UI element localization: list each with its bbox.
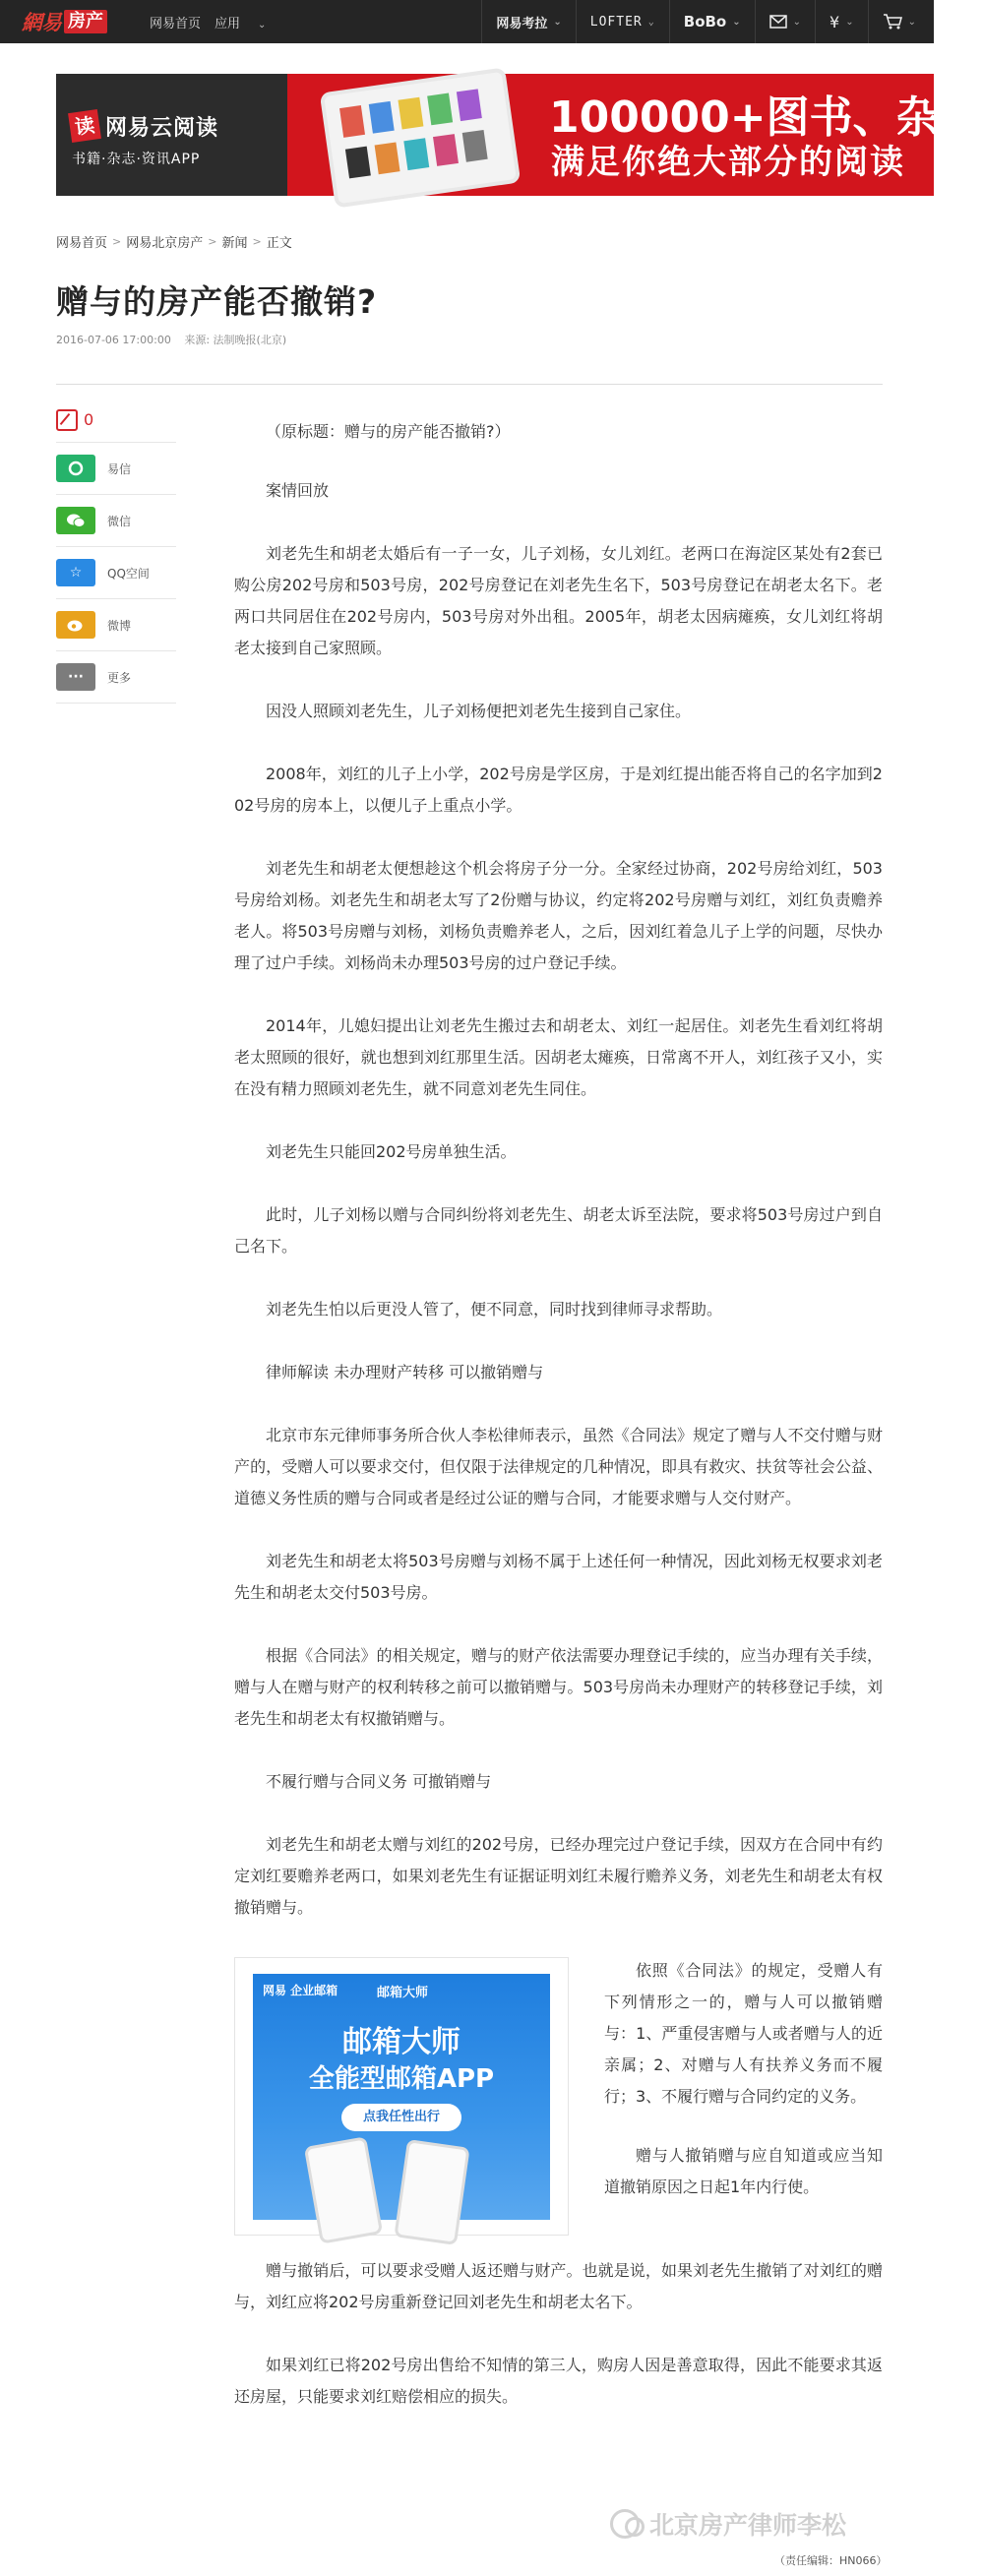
mail-menu[interactable] <box>755 0 815 43</box>
article-paragraph: 刘老先生和胡老太便想趁这个机会将房子分一分。全家经过协商，202号房给刘红，503号房给刘杨。刘老先生和胡老太写了2份赠与协议，约定将202号房赠与刘红，刘红负责赡养老人。将503号房赠与刘杨，刘杨负责赡养老人，之后，因刘红着急儿子上学的问题，尽快办理了过户手续。刘杨尚未办理503号房的过户登记手续。 <box>234 859 883 972</box>
nav-netease-home-link[interactable]: 网易首页 <box>150 16 202 31</box>
nav-kaola-link[interactable] <box>481 0 575 43</box>
yixin-icon <box>56 455 95 482</box>
nav-apps-label: 应用 <box>215 16 241 31</box>
article-paragraph: 刘老先生和胡老太将503号房赠与刘杨不属于上述任何一种情况，因此刘杨无权要求刘老先生和胡老太交付503号房。 <box>234 1552 883 1602</box>
phone-illustration <box>394 2139 469 2245</box>
article-paragraph: 北京市东元律师事务所合伙人李松律师表示，虽然《合同法》规定了赠与人不交付赠与财产的，受赠人可以要求交付，但仅限于法律规定的几种情况，即具有救灾、扶贫等社会公益、道德义务性质的赠与合同或者是经过公证的赠与合同，才能要求赠与人交付财产。 <box>234 1426 883 1507</box>
ad-headline-1: 邮箱大师 <box>342 2025 461 2059</box>
article-title: 赠与的房产能否撤销? <box>56 282 378 321</box>
breadcrumb-beijing-house[interactable]: 网易北京房产 <box>126 236 204 251</box>
nav-bobo-link[interactable] <box>669 0 755 43</box>
banner-brand-panel <box>56 74 287 196</box>
breadcrumb-separator: > <box>208 235 217 248</box>
share-wechat-button[interactable] <box>56 495 176 547</box>
chevron-down-icon: ⌄ <box>553 16 562 28</box>
yen-icon: ¥ <box>829 12 840 31</box>
article-paragraph: 因没人照顾刘老先生，儿子刘杨便把刘老先生接到自己家住。 <box>266 702 692 720</box>
ad-cta-button[interactable]: 点我任性出行 <box>341 2104 461 2131</box>
article-paragraph: 依照《合同法》的规定，受赠人有下列情形之一的，赠与人可以撤销赠与：1、严重侵害赠与人或者赠与人的近亲属；2、对赠与人有扶养义务而不履行；3、不履行赠与合同约定的义务。 <box>604 1961 883 2106</box>
banner-headline-1: 100000+图书、杂志 <box>549 92 983 143</box>
watermark-text: 北京房产律师李松 <box>649 2511 847 2540</box>
banner-title: 网易云阅读 <box>105 116 219 141</box>
more-icon: ··· <box>56 663 95 691</box>
banner-headline-2: 满足你绝大部分的阅读 <box>551 143 905 182</box>
chevron-down-icon: ⌄ <box>907 16 916 28</box>
share-label: 微信 <box>107 514 132 528</box>
logo-house-text: 房产 <box>64 10 107 33</box>
top-nav-left <box>150 0 293 43</box>
article-body <box>234 416 883 2444</box>
article-paragraph: 2008年，刘红的儿子上小学，202号房是学区房，于是刘红提出能否将自己的名字加到202号房的房本上，以便儿子上重点小学。 <box>234 765 883 815</box>
nav-apps-menu[interactable] <box>215 13 279 31</box>
top-navigation-bar <box>0 0 934 43</box>
share-more-button[interactable] <box>56 651 176 704</box>
share-label: QQ空间 <box>107 566 150 581</box>
banner-promo-panel <box>287 74 983 196</box>
nav-lofter-label: LOFTER <box>589 14 643 30</box>
comment-edit-icon <box>56 409 78 431</box>
nav-bobo-label: BoBo <box>683 13 727 31</box>
article-paragraph: 2014年，儿媳妇提出让刘老先生搬过去和胡老太、刘红一起居住。刘老先生看刘红将胡老太照顾的很好，就也想到刘红那里生活。因胡老太瘫痪，日常离不开人，刘红孩子又小，实在没有精力照顾刘老先生，就不同意刘老先生同住。 <box>234 1016 883 1098</box>
share-weibo-button[interactable] <box>56 599 176 651</box>
article-section-heading: 不履行赠与合同义务 可撤销赠与 <box>266 1772 492 1791</box>
chevron-down-icon: ⌄ <box>845 16 854 28</box>
banner-subtitle: 书籍·杂志·资讯APP <box>72 152 201 167</box>
finance-menu[interactable] <box>815 0 868 43</box>
article-paragraph: 刘老先生只能回202号房单独生活。 <box>266 1142 517 1161</box>
logo-netease-text: 網易 <box>22 10 61 34</box>
mail-master-ad[interactable] <box>253 1974 550 2220</box>
netease-house-logo[interactable] <box>22 9 107 34</box>
share-label: 易信 <box>107 461 132 476</box>
article-paragraph: 刘老先生和胡老太婚后有一子一女，儿子刘杨，女儿刘红。老两口在海淀区某处有2套已购公房202号房和503号房，202号房登记在刘老先生名下，503号房登记在胡老太名下。老两口共同居住在202号房内，503号房对外出租。2005年，胡老太因病瘫痪，女儿刘红将胡老太接到自己家照顾。 <box>234 544 883 657</box>
wechat-icon <box>56 507 95 534</box>
chevron-down-icon: ⌄ <box>792 16 802 28</box>
article-paragraph: 根据《合同法》的相关规定，赠与的财产依法需要办理登记手续的，应当办理有关手续，赠与人在赠与财产的权利转移之前可以撤销赠与。503号房尚未办理财产的转移登记手续，刘老先生和胡老太有权撤销赠与。 <box>234 1646 883 1728</box>
ad-brand-netease-mail: 网易 企业邮箱 <box>263 1984 338 1997</box>
share-label: 更多 <box>107 670 132 685</box>
article-paragraph: 赠与人撤销赠与应自知道或应当知道撤销原因之日起1年内行使。 <box>604 2146 883 2196</box>
tablet-illustration <box>320 67 522 208</box>
nav-kaola-label: 网易考拉 <box>496 16 548 31</box>
breadcrumb-separator: > <box>252 235 262 248</box>
mail-icon <box>769 15 787 29</box>
chevron-down-icon: ⌄ <box>732 16 741 28</box>
wechat-watermark-icon <box>610 2509 640 2539</box>
responsible-editor: （责任编辑：HN066） <box>774 2554 888 2567</box>
top-nav-right <box>481 0 934 43</box>
cart-menu[interactable] <box>868 0 934 43</box>
inline-ad-box[interactable] <box>234 1957 569 2236</box>
breadcrumb-current: 正文 <box>266 236 292 251</box>
read-app-icon: 读 <box>68 109 101 143</box>
breadcrumb-news[interactable]: 新闻 <box>221 236 248 251</box>
chevron-down-icon: ⌄ <box>258 19 267 31</box>
article-section-heading: 律师解读 未办理财产转移 可以撤销赠与 <box>266 1363 544 1381</box>
qzone-icon: ☆ <box>56 559 95 586</box>
comment-count: 0 <box>84 410 94 429</box>
article-paragraph: 赠与撤销后，可以要求受赠人返还赠与财产。也就是说，如果刘老先生撤销了对刘红的赠与，刘红应将202号房重新登记回刘老先生和胡老太名下。 <box>234 2261 883 2311</box>
article-paragraph: 刘老先生和胡老太赠与刘红的202号房，已经办理完过户登记手续，因双方在合同中有约定刘红要赡养老两口，如果刘老先生有证据证明刘红未履行赡养义务，刘老先生和胡老太有权撤销赠与。 <box>234 1835 883 1917</box>
article-time: 2016-07-06 17:00:00 <box>56 334 171 346</box>
cart-icon <box>883 14 902 30</box>
article-paragraph: 如果刘红已将202号房出售给不知情的第三人，购房人因是善意取得，因此不能要求其返还房屋，只能要求刘红赔偿相应的损失。 <box>234 2356 883 2406</box>
share-yixin-button[interactable] <box>56 443 176 495</box>
article-paragraph: 案情回放 <box>266 481 330 500</box>
share-qzone-button[interactable] <box>56 547 176 599</box>
article-paragraph: 此时，儿子刘杨以赠与合同纠纷将刘老先生、胡老太诉至法院，要求将503号房过户到自己名下。 <box>234 1205 883 1256</box>
watermark <box>610 2504 925 2544</box>
breadcrumb-netease-home[interactable]: 网易首页 <box>56 236 108 251</box>
share-sidebar <box>56 398 176 704</box>
chevron-down-icon: ⌄ <box>647 16 655 28</box>
article-paragraph: 刘老先生怕以后更没人管了，便不同意，同时找到律师寻求帮助。 <box>266 1300 723 1319</box>
title-divider <box>56 384 883 385</box>
article-source[interactable]: 来源: 法制晚报(北京) <box>184 334 287 346</box>
weibo-icon <box>56 611 95 639</box>
ad-brand-mail-master: 邮箱大师 <box>377 1986 429 2000</box>
yuedu-ad-banner[interactable] <box>56 74 983 196</box>
phone-illustration <box>304 2136 383 2244</box>
article-meta <box>56 332 296 347</box>
share-label: 微博 <box>107 618 132 633</box>
comment-count-button[interactable] <box>56 398 176 443</box>
ad-headline-2: 全能型邮箱APP <box>308 2064 495 2094</box>
article-paragraph: （原标题：赠与的房产能否撤销?） <box>266 422 511 441</box>
nav-lofter-link[interactable] <box>576 0 669 43</box>
breadcrumb <box>56 232 292 251</box>
breadcrumb-separator: > <box>112 235 122 248</box>
